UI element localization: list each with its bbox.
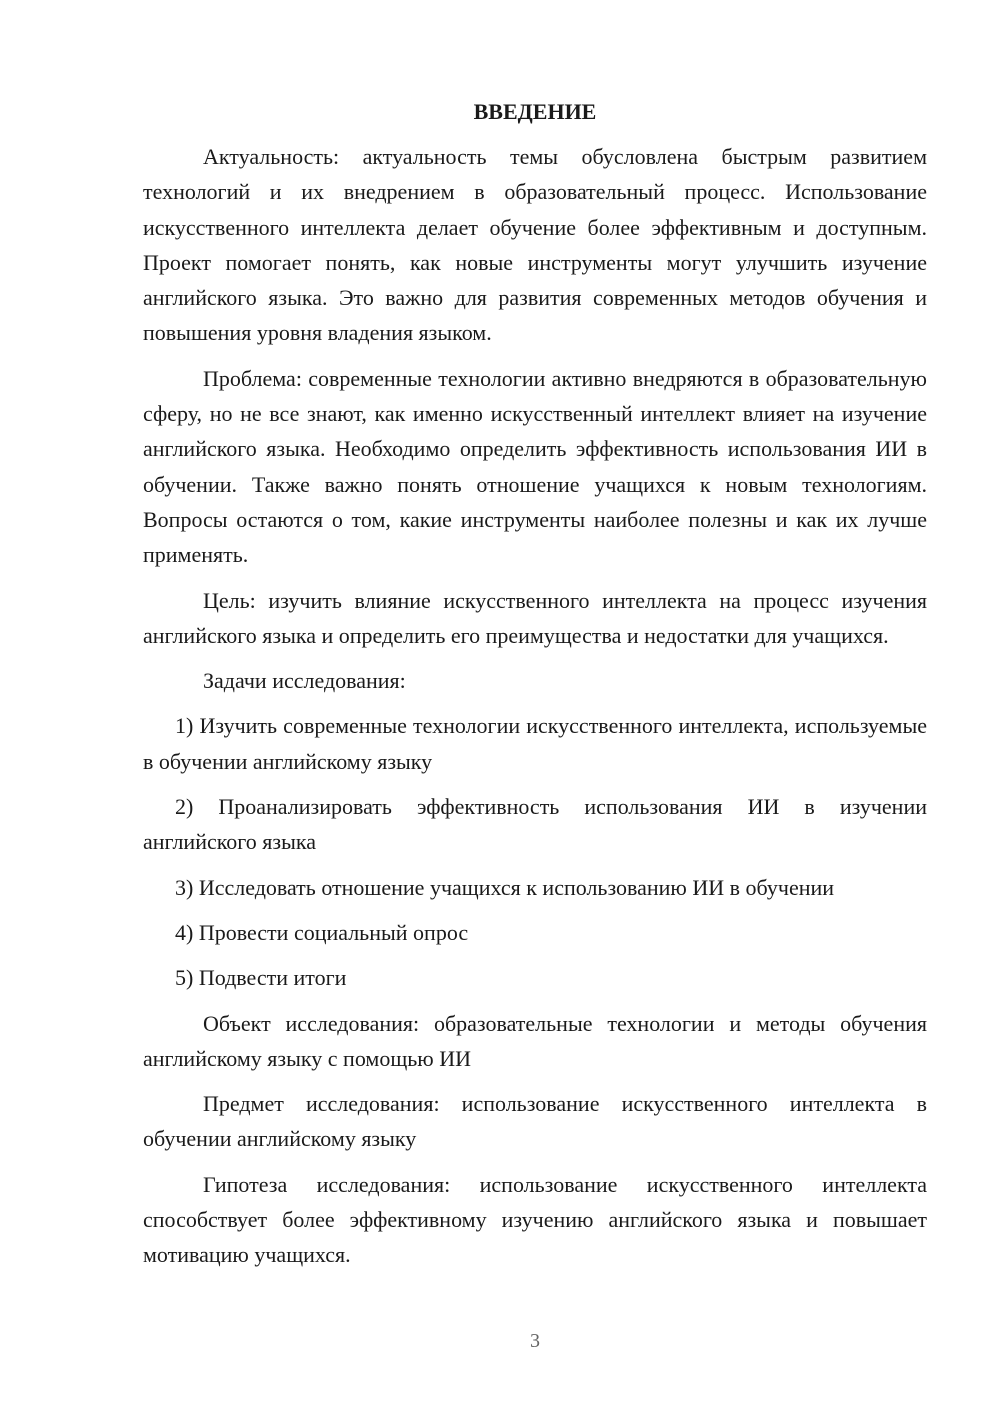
document-page xyxy=(143,94,927,1283)
paragraph-hypothesis: Гипотеза исследования: использование искусственного интеллекта способствует более эффективному изучению английского языка и повышает мотивацию учащихся. xyxy=(143,1171,927,1268)
task-item-1: 1) Изучить современные технологии искусственного интеллекта, используемые в обучении английскому языку xyxy=(143,713,927,774)
tasks-heading: Задачи исследования: xyxy=(203,668,406,694)
paragraph-problem: Проблема: современные технологии активно внедряются в образовательную сферу, но не все знают, как именно искусственный интеллект влияет на изучение английского языка. Необходимо определить эффективность использования ИИ в обучении. Также важно понять отношение учащихся к новым технологиям. Вопросы остаются о том, какие инструменты наиболее полезны и как их лучше применять. xyxy=(143,365,927,568)
paragraph-relevance: Актуальность: актуальность темы обусловлена быстрым развитием технологий и их внедрением в образовательный процесс. Использование искусственного интеллекта делает обучение более эффективным и доступным. Проект помогает понять, как новые инструменты могут улучшить изучение английского языка. Это важно для развития современных методов обучения и повышения уровня владения языком. xyxy=(143,144,927,346)
section-title: ВВЕДЕНИЕ xyxy=(473,99,597,124)
paragraph-goal: Цель: изучить влияние искусственного интеллекта на процесс изучения английского языка и определить его преимущества и недостатки для учащихся. xyxy=(143,587,927,648)
task-item-3: 3) Исследовать отношение учащихся к использованию ИИ в обучении xyxy=(175,874,835,900)
task-item-4: 4) Провести социальный опрос xyxy=(175,919,469,945)
paragraph-object: Объект исследования: образовательные технологии и методы обучения английскому языку с помощью ИИ xyxy=(143,1010,927,1071)
task-item-2: 2) Проанализировать эффективность использования ИИ в изучении английского языка xyxy=(143,794,927,855)
page-number: 3 xyxy=(530,1330,540,1352)
task-item-5: 5) Подвести итоги xyxy=(175,965,347,991)
paragraph-subject: Предмет исследования: использование искусственного интеллекта в обучении английскому языку xyxy=(143,1091,927,1152)
